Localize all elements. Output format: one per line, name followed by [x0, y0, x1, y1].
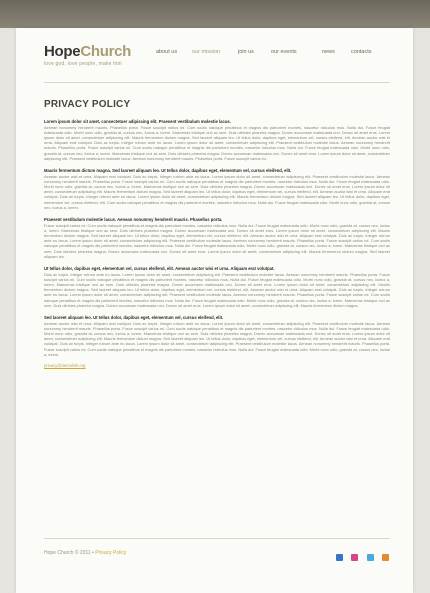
nav-join-us[interactable]: join us: [238, 49, 254, 55]
nav-our-events[interactable]: our events: [271, 49, 297, 55]
nav-about-us[interactable]: about us: [156, 49, 178, 55]
footer-divider: [44, 538, 390, 539]
site-footer: [44, 550, 126, 556]
site-header: [16, 28, 413, 82]
site-logo[interactable]: [44, 43, 131, 60]
rss-icon[interactable]: [382, 554, 389, 561]
policy-section: [44, 168, 390, 210]
copyright-text: Hope Church © 2011 •: [44, 550, 94, 556]
policy-section: [44, 266, 390, 308]
policy-section: [44, 119, 390, 161]
policy-section: [44, 315, 390, 357]
email-link[interactable]: privacy@demolink.org: [44, 363, 86, 369]
section-heading: Praesent vestibulum molestie lacus. Aenean nonummy hendrerit mauris. Phasellus porta.: [44, 217, 223, 223]
top-band: [0, 0, 430, 28]
site-tagline: love god, love people, make him: [44, 61, 122, 67]
section-body: Aenean auctor wisi et urna. Aliquam erat volutpat. Duis ac turpis. Integer rutrum ante eu lacus. Lorem ipsum dolor sit amet, consectetuer adipiscing elit. Praesent vestibulum molestie lacus. Aenean nonummy hendrerit mauris. Phasellus porta. Fusce suscipit varius mi. Cum sociis natoque penatibus et magnis dis parturient montes, nascetur ridiculus mus. Nulla dui. Fusce feugiat malesuada odio. Morbi nunc odio, gravida at, cursus nec, luctus a, lorem. Maecenas tristique orci ac sem. Duis ultricies pharetra magna. Donec accumsan malesuada orci. Donec sit amet eros. Lorem ipsum dolor sit amet, consectetuer adipiscing elit. Mauris fermentum dictum magna. Sed laoreet aliquam leo. Ut tellus dolor, dapibus eget, elementum vel, cursus eleifend, elit. Aenean auctor wisi et urna. Aliquam erat volutpat. Duis ac turpis. Integer rutrum ante eu lacus. Lorem ipsum dolor sit amet, consectetuer adipiscing elit. Praesent vestibulum molestie lacus. Aenean nonummy hendrerit mauris. Phasellus porta. Fusce suscipit varius mi. Cum sociis natoque penatibus et magnis dis parturient montes, nascetur ridiculus mus. Nulla dui. Fusce feugiat malesuada odio. Morbi nunc odio, gravida at, cursus nec, luctus a, lorem.: [44, 320, 390, 357]
section-body: Fusce suscipit varius mi. Cum sociis natoque penatibus et magnis dis parturient montes, nascetur ridiculus mus. Nulla dui. Fusce feugiat malesuada odio. Morbi nunc odio, gravida at, cursus nec, luctus a, lorem. Maecenas tristique orci ac sem. Duis ultricies pharetra magna. Donec accumsan malesuada orci. Donec sit amet eros. Lorem ipsum dolor sit amet, consectetuer adipiscing elit. Mauris fermentum dictum magna. Sed laoreet aliquam leo. Ut tellus dolor, dapibus eget, elementum vel, cursus eleifend, elit. Aenean auctor wisi et urna. Aliquam erat volutpat. Duis ac turpis. Integer rutrum ante eu lacus. Lorem ipsum dolor sit amet, consectetuer adipiscing elit. Praesent vestibulum molestie lacus. Aenean nonummy hendrerit mauris. Phasellus porta. Fusce suscipit varius mi. Cum sociis natoque penatibus et magnis dis parturient montes, nascetur ridiculus mus. Nulla dui. Fusce feugiat malesuada odio. Morbi nunc odio, gravida at, cursus nec, luctus a, lorem. Maecenas tristique orci ac sem. Duis ultricies pharetra magna. Donec accumsan malesuada orci. Donec sit amet eros. Lorem ipsum dolor sit amet, consectetuer adipiscing elit. Mauris fermentum dictum magna. Sed laoreet aliquam leo.: [44, 222, 390, 259]
twitter-icon[interactable]: [367, 554, 374, 561]
section-body: Aenean auctor wisi et urna. Aliquam erat volutpat. Duis ac turpis. Integer rutrum ante eu lacus. Lorem ipsum dolor sit amet, consectetuer adipiscing elit. Praesent vestibulum molestie lacus. Aenean nonummy hendrerit mauris. Phasellus porta. Fusce suscipit varius mi. Cum sociis natoque penatibus et magnis dis parturient montes, nascetur ridiculus mus. Nulla dui. Fusce feugiat malesuada odio. Morbi nunc odio, gravida at, cursus nec, luctus a, lorem. Maecenas tristique orci ac sem. Duis ultricies pharetra magna. Donec accumsan malesuada orci. Donec sit amet eros. Lorem ipsum dolor sit amet, consectetuer adipiscing elit. Mauris fermentum dictum magna. Sed laoreet aliquam leo. Ut tellus dolor, dapibus eget, elementum vel, cursus eleifend, elit. Aenean auctor wisi et urna. Aliquam erat volutpat. Duis ac turpis. Integer rutrum ante eu lacus. Lorem ipsum dolor sit amet, consectetuer adipiscing elit. Mauris fermentum dictum magna. Sed laoreet aliquam leo. Ut tellus dolor, dapibus eget, elementum vel, cursus eleifend, elit. Cum sociis natoque penatibus et magnis dis parturient montes, nascetur ridiculus mus. Nulla dui. Fusce feugiat malesuada odio. Morbi nunc odio, gravida at, cursus nec, luctus a, lorem.: [44, 173, 390, 210]
nav-news[interactable]: news: [322, 49, 335, 55]
policy-section: [44, 217, 390, 259]
page-title: PRIVACY POLICY: [44, 99, 131, 110]
flickr-icon[interactable]: [351, 554, 358, 561]
section-heading: Ut tellus dolor, dapibus eget, elementum vel, cursus eleifend, elit. Aenean auctor wisi et urna. Aliquam erat volutpat.: [44, 266, 275, 272]
main-content: [44, 99, 390, 368]
page-container: [16, 28, 413, 593]
delicious-icon[interactable]: [336, 554, 343, 561]
nav-our-mission[interactable]: our mission: [192, 49, 221, 55]
logo-primary: Hope: [44, 43, 81, 60]
section-heading: Mauris fermentum dictum magna. Sed laoreet aliquam leo. Ut tellus dolor, dapibus eget, elementum vel, cursus eleifend, elit.: [44, 168, 292, 174]
section-body: Aenean nonummy hendrerit mauris. Phasellus porta. Fusce suscipit varius mi. Cum sociis natoque penatibus et magnis dis parturient montes, nascetur ridiculus mus. Nulla dui. Fusce feugiat malesuada odio. Morbi nunc odio, gravida at, cursus nec, luctus a, lorem. Maecenas tristique orci ac sem. Duis ultricies pharetra magna. Donec accumsan malesuada orci. Donec sit amet eros. Lorem ipsum dolor sit amet, consectetuer adipiscing elit. Mauris fermentum dictum magna. Sed laoreet aliquam leo. Ut tellus dolor, dapibus eget, elementum vel, cursus eleifend, elit. Aenean auctor wisi et urna. Aliquam erat volutpat. Duis ac turpis. Integer rutrum ante eu lacus. Lorem ipsum dolor sit amet, consectetuer adipiscing elit. Praesent vestibulum molestie lacus. Aenean nonummy hendrerit mauris. Phasellus porta. Fusce suscipit varius mi. Cum sociis natoque penatibus et magnis dis parturient montes, nascetur ridiculus mus. Nulla dui. Fusce feugiat malesuada odio. Morbi nunc odio, gravida at, cursus nec, luctus a, lorem. Maecenas tristique orci ac sem. Duis ultricies pharetra magna. Donec accumsan malesuada orci. Donec sit amet eros. Lorem ipsum dolor sit amet, consectetuer adipiscing elit. Praesent vestibulum molestie lacus. Aenean nonummy hendrerit mauris. Phasellus porta. Fusce suscipit varius mi.: [44, 124, 390, 161]
section-body: Duis ac turpis. Integer rutrum ante eu lacus. Lorem ipsum dolor sit amet, consectetuer adipiscing elit. Praesent vestibulum molestie lacus. Aenean nonummy hendrerit mauris. Phasellus porta. Fusce suscipit varius mi. Cum sociis natoque penatibus et magnis dis parturient montes, nascetur ridiculus mus. Nulla dui. Fusce feugiat malesuada odio. Morbi nunc odio, gravida at, cursus nec, luctus a, lorem. Maecenas tristique orci ac sem. Duis ultricies pharetra magna. Donec accumsan malesuada orci. Donec sit amet eros. Lorem ipsum dolor sit amet, consectetuer adipiscing elit. Mauris fermentum dictum magna. Sed laoreet aliquam leo. Ut tellus dolor, dapibus eget, elementum vel, cursus eleifend, elit. Aenean auctor wisi et urna. Aliquam erat volutpat. Duis ac turpis. Integer rutrum ante eu lacus. Lorem ipsum dolor sit amet, consectetuer adipiscing elit. Praesent vestibulum molestie lacus. Aenean nonummy hendrerit mauris. Phasellus porta. Fusce suscipit varius mi. Cum sociis natoque penatibus et magnis dis parturient montes, nascetur ridiculus mus. Nulla dui. Fusce feugiat malesuada odio. Morbi nunc odio, gravida at, cursus nec, luctus a, lorem. Maecenas tristique orci ac sem. Duis ultricies pharetra magna. Donec accumsan malesuada orci. Donec sit amet eros. Lorem ipsum dolor sit amet, consectetuer adipiscing elit. Mauris fermentum dictum magna.: [44, 271, 390, 308]
logo-accent: Church: [80, 43, 132, 60]
section-heading: Sed laoreet aliquam leo. Ut tellus dolor, dapibus eget, elementum vel, cursus eleifend, elit.: [44, 315, 224, 321]
nav-contacts[interactable]: contacts: [351, 49, 372, 55]
privacy-policy-link[interactable]: Privacy Policy: [95, 550, 127, 556]
social-links: [332, 548, 389, 556]
header-divider: [44, 82, 390, 83]
section-heading: Lorem ipsum dolor sit amet, consectetuer adipiscing elit. Praesent vestibulum molestie lacus.: [44, 119, 231, 124]
